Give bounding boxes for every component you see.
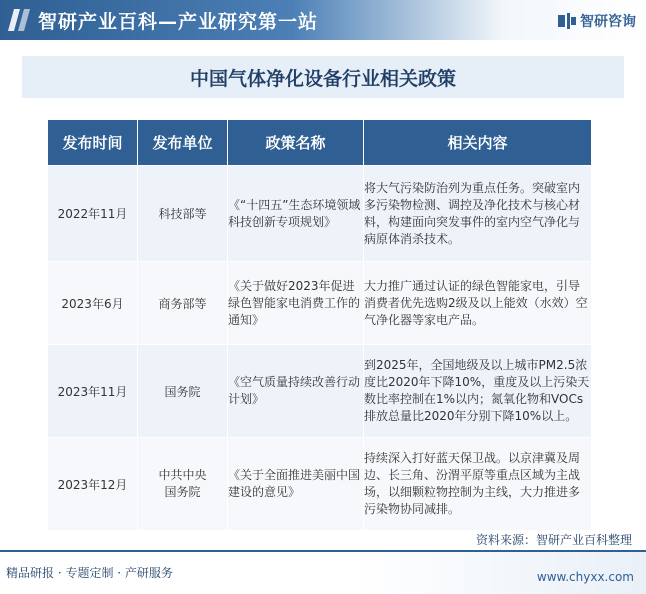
- cell-unit: 国务院: [138, 345, 228, 438]
- table-row: [48, 262, 592, 345]
- cell-policy-name: 《空气质量持续改善行动计划》: [228, 345, 364, 438]
- column-header-date: 发布时间: [48, 120, 138, 166]
- cell-date: 2023年11月: [48, 345, 138, 438]
- cell-content: 到2025年，全国地级及以上城市PM2.5浓度比2020年下降10%，重度及以上污染天数比率控制在1%以内；氮氧化物和VOCs排放总量比2020年分别下降10%以上。: [364, 345, 592, 438]
- table-header-row: [48, 120, 592, 166]
- table-row: [48, 438, 592, 531]
- footer-services: 精品研报 · 专题定制 · 产研服务: [6, 566, 173, 580]
- footer-url-link[interactable]: www.chyxx.com: [536, 570, 634, 584]
- brand-name: 智研咨询: [580, 14, 636, 30]
- source-note: 资料来源：智研产业百科整理: [475, 533, 632, 547]
- cell-date: 2022年11月: [48, 166, 138, 262]
- cell-unit: 商务部等: [138, 262, 228, 345]
- cell-policy-name: 《“十四五”生态环境领域科技创新专项规划》: [228, 166, 364, 262]
- cell-content: 将大气污染防治列为重点任务。突破室内多污染物检测、调控及净化技术与核心材料，构建面向突发事件的室内空气净化与病原体消杀技术。: [364, 166, 592, 262]
- brand-logo-icon: [558, 13, 576, 29]
- cell-date: 2023年12月: [48, 438, 138, 531]
- cell-policy-name: 《关于全面推进美丽中国建设的意见》: [228, 438, 364, 531]
- table-row: [48, 166, 592, 262]
- column-header-name: 政策名称: [228, 120, 364, 166]
- cell-content: 持续深入打好蓝天保卫战。以京津冀及周边、长三角、汾渭平原等重点区域为主战场，以细颗粒物控制为主线，大力推进多污染物协同减排。: [364, 438, 592, 531]
- column-header-unit: 发布单位: [138, 120, 228, 166]
- cell-date: 2023年6月: [48, 262, 138, 345]
- table-title: 中国气体净化设备行业相关政策: [189, 67, 456, 90]
- footer-bar: [0, 552, 646, 594]
- slash-logo-icon: [8, 9, 32, 31]
- cell-policy-name: 《关于做好2023年促进绿色智能家电消费工作的通知》: [228, 262, 364, 345]
- cell-unit: 中共中央 国务院: [138, 438, 228, 531]
- table-row: [48, 345, 592, 438]
- column-header-content: 相关内容: [364, 120, 592, 166]
- policy-table: [47, 119, 592, 531]
- cell-content: 大力推广通过认证的绿色智能家电，引导消费者优先选购2级及以上能效（水效）空气净化器等家电产品。: [364, 262, 592, 345]
- brand[interactable]: [558, 11, 636, 31]
- header-bar: [0, 0, 646, 40]
- cell-unit: 科技部等: [138, 166, 228, 262]
- header-title: 智研产业百科—产业研究第一站: [38, 11, 319, 33]
- table-title-band: [22, 56, 624, 98]
